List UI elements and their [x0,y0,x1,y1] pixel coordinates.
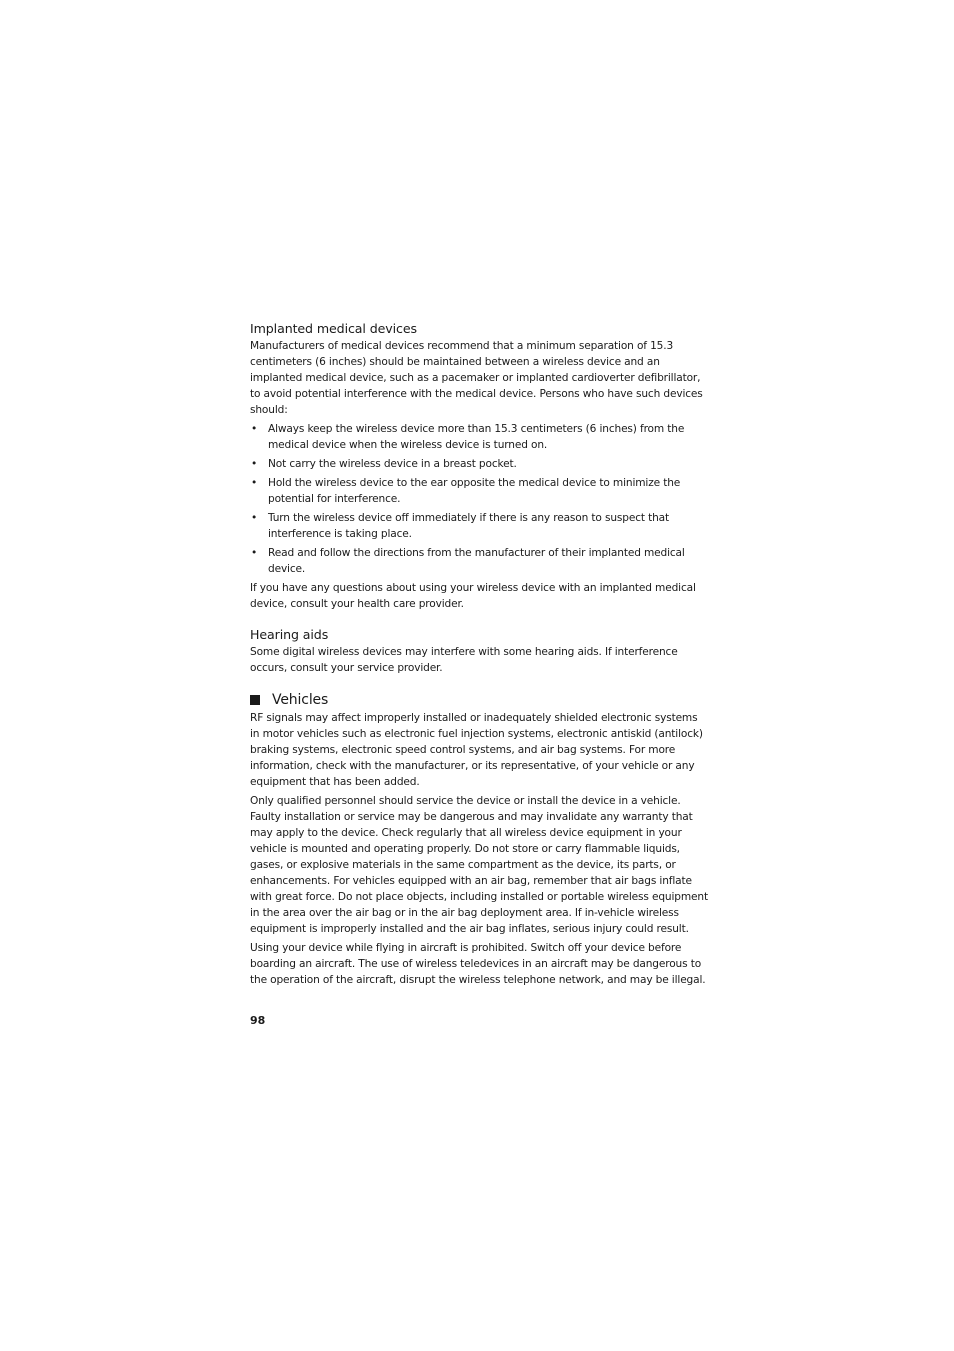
page-number: 98 [250,1014,266,1027]
list-item-text: Always keep the wireless device more than 15.3 centimeters (6 inches) from the medical device when the wireless device is turned on. [268,423,685,451]
list-item [250,421,708,453]
list-item [250,475,708,507]
list-item-text: Hold the wireless device to the ear opposite the medical device to minimize the potential for interference. [268,477,681,505]
bullet-icon: • [251,423,258,435]
bullet-icon: • [251,512,258,524]
vehicles-section [250,690,708,988]
vehicles-paragraph-1: RF signals may affect improperly installed or inadequately shielded electronic systems in motor vehicles such as electronic fuel injection systems, electronic antiskid (antilock) braking systems, electronic speed control systems, and air bag systems. For more information, check with the manufacturer, or its representative, of your vehicle or any equipment that has been added. [250,712,703,788]
hearing-aids-text: Some digital wireless devices may interfere with some hearing aids. If interference occurs, consult your service provider. [250,646,678,674]
implanted-devices-list [250,421,708,577]
section-square-icon [250,695,260,705]
bullet-icon: • [251,458,258,470]
list-item-text: Turn the wireless device off immediately if there is any reason to suspect that interference is taking place. [268,512,670,540]
hearing-aids-section [250,626,708,676]
list-item [250,456,708,472]
text-column [250,320,708,988]
bullet-icon: • [251,477,258,489]
page-content [250,320,708,988]
list-item-text: Not carry the wireless device in a breast pocket. [268,458,517,470]
hearing-aids-heading: Hearing aids [250,627,329,642]
vehicles-heading-text: Vehicles [272,692,329,708]
vehicles-paragraph-3: Using your device while flying in aircraft is prohibited. Switch off your device before boarding an aircraft. The use of wireless teledevices in an aircraft may be dangerous to the operation of the aircraft, disrupt the wireless telephone network, and may be illegal. [250,942,706,986]
implanted-devices-outro: If you have any questions about using your wireless device with an implanted medical device, consult your health care provider. [250,582,696,610]
implanted-devices-heading: Implanted medical devices [250,321,417,336]
list-item-text: Read and follow the directions from the manufacturer of their implanted medical device. [268,547,685,575]
list-item [250,545,708,577]
bullet-icon: • [251,547,258,559]
list-item [250,510,708,542]
implanted-devices-intro: Manufacturers of medical devices recommend that a minimum separation of 15.3 centimeters (6 inches) should be maintained between a wireless device and an implanted medical device, such as a pacemaker or implanted cardioverter defibrillator, to avoid potential interference with the medical device. Persons who have such devices should: [250,340,703,416]
vehicles-heading [250,690,708,710]
vehicles-paragraph-2: Only qualified personnel should service the device or install the device in a vehicle. Faulty installation or service may be dangerous and may invalidate any warranty that may apply to the device. Check regularly that all wireless device equipment in your vehicle is mounted and operating properly. Do not store or carry flammable liquids, gases, or explosive materials in the same compartment as the device, its parts, or enhancements. For vehicles equipped with an air bag, remember that air bags inflate with great force. Do not place objects, including installed or portable wireless equipment in the area over the air bag or in the air bag deployment area. If in-vehicle wireless equipment is improperly installed and the air bag inflates, serious injury could result. [250,795,708,935]
